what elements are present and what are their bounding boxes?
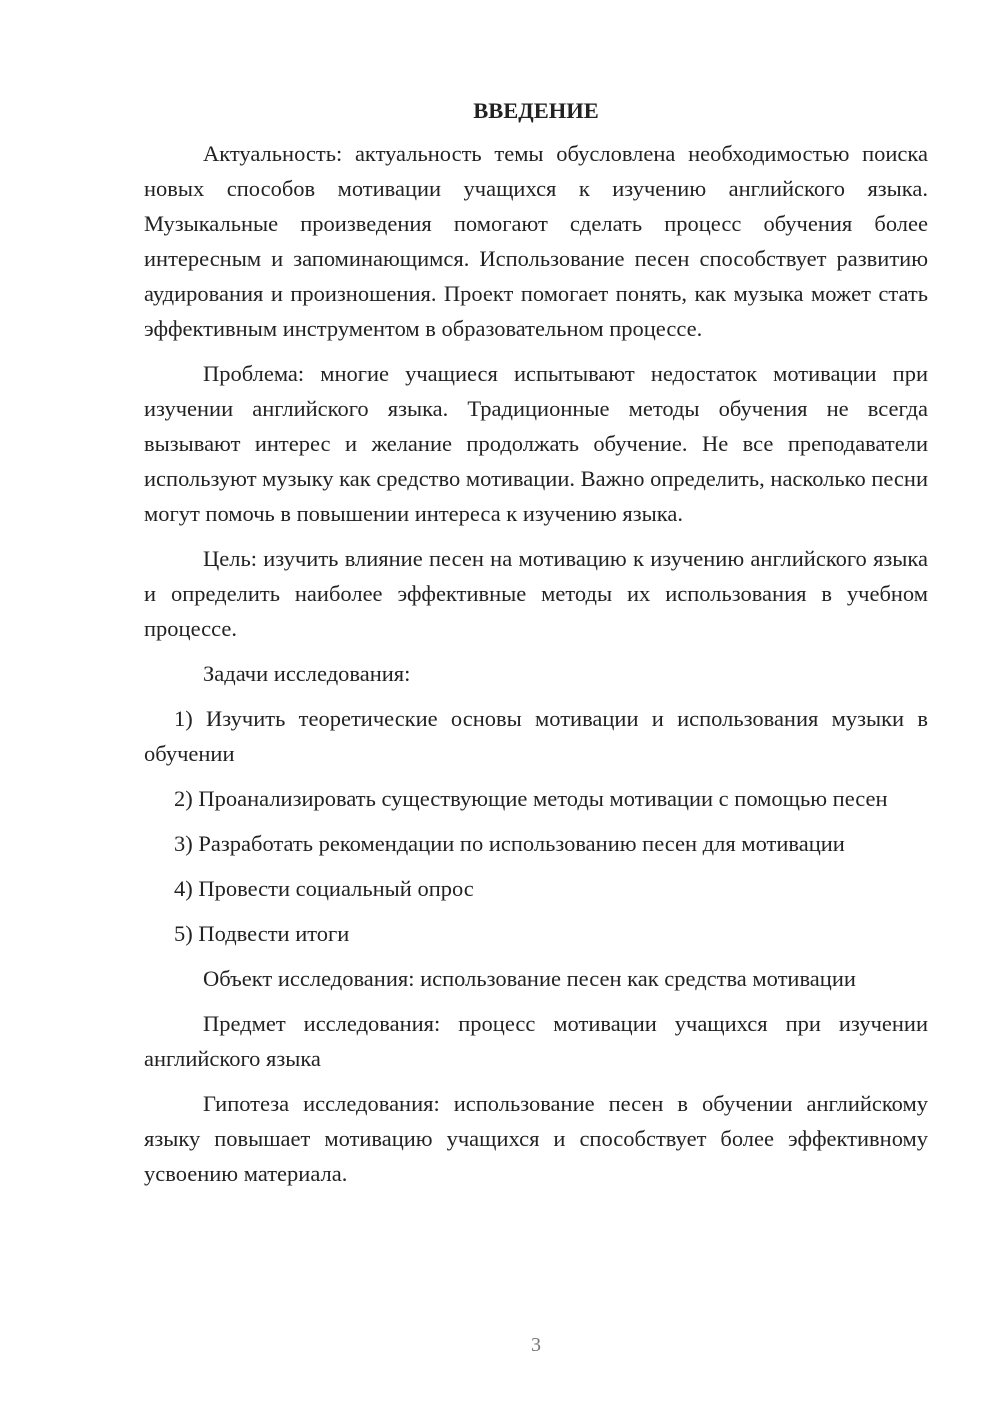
task-item-1: 1) Изучить теоретические основы мотивации и использования музыки в обучении [144, 706, 928, 766]
subject-paragraph: Предмет исследования: процесс мотивации учащихся при изучении английского языка [144, 1011, 928, 1071]
goal-paragraph: Цель: изучить влияние песен на мотивацию к изучению английского языка и определить наиболее эффективные методы их использования в учебном процессе. [144, 546, 928, 641]
hypothesis-paragraph: Гипотеза исследования: использование песен в обучении английскому языку повышает мотивацию учащихся и способствует более эффективному усвоению материала. [144, 1091, 928, 1186]
task-item-2: 2) Проанализировать существующие методы мотивации с помощью песен [174, 786, 888, 811]
page-number: 3 [531, 1334, 541, 1356]
task-item-4: 4) Провести социальный опрос [174, 876, 474, 901]
section-title: ВВЕДЕНИЕ [473, 98, 599, 123]
task-item-3: 3) Разработать рекомендации по использованию песен для мотивации [174, 831, 845, 856]
object-paragraph: Объект исследования: использование песен как средства мотивации [203, 966, 856, 991]
task-item-5: 5) Подвести итоги [174, 921, 350, 946]
relevance-paragraph: Актуальность: актуальность темы обусловлена необходимостью поиска новых способов мотивации учащихся к изучению английского языка. Музыкальные произведения помогают сделать процесс обучения более интересным и запоминающимся. Использование песен способствует развитию аудирования и произношения. Проект помогает понять, как музыка может стать эффективным инструментом в образовательном процессе. [144, 141, 928, 341]
document-body [144, 93, 928, 1201]
problem-paragraph: Проблема: многие учащиеся испытывают недостаток мотивации при изучении английского языка. Традиционные методы обучения не всегда вызывают интерес и желание продолжать обучение. Не все преподаватели используют музыку как средство мотивации. Важно определить, насколько песни могут помочь в повышении интереса к изучению языка. [144, 361, 928, 526]
tasks-heading: Задачи исследования: [203, 661, 411, 686]
